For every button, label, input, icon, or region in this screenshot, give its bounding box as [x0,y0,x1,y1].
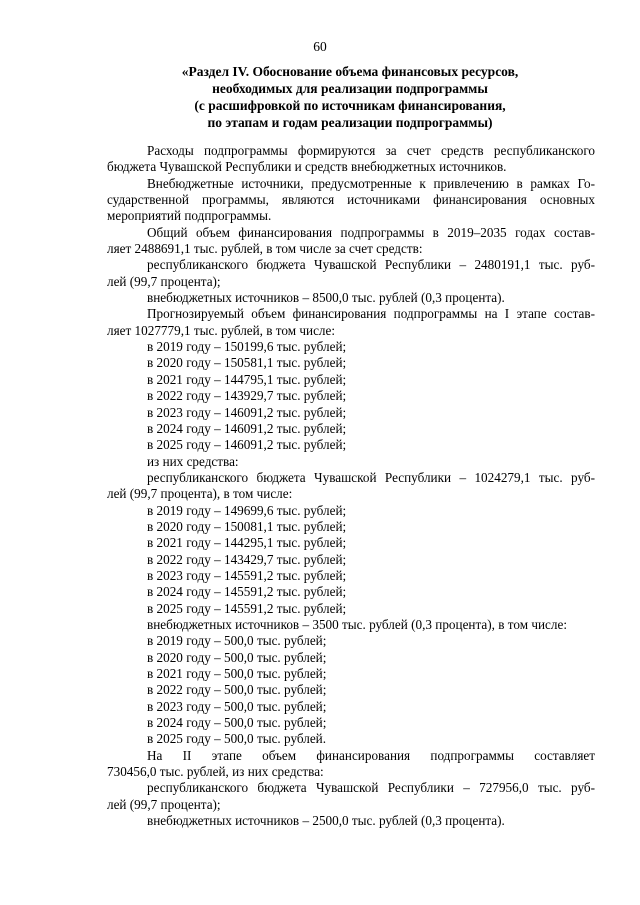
text-line: Общий объем финансирования подпрограммы в 2019–2035 годах состав- [147,224,595,240]
text-line: 730456,0 тыс. рублей, из них средства: [107,764,324,780]
text-line: в 2023 году – 146091,2 тыс. рублей; [147,404,347,420]
text-line: в 2019 году – 150199,6 тыс. рублей; [147,339,347,355]
text-line: мероприятий подпрограммы. [107,208,272,224]
heading-line: «Раздел IV. Обоснование объема финансовых ресурсов, [181,64,519,79]
text-line: сударственной программы, являются источниками финансирования основных [107,192,595,208]
text-line: внебюджетных источников – 3500 тыс. рублей (0,3 процента), в том числе: [147,616,567,632]
text-line: в 2022 году – 143929,7 тыс. рублей; [147,388,347,404]
text-line: из них средства: [147,453,239,469]
heading-line: необходимых для реализации подпрограммы [212,81,488,96]
text-line: республиканского бюджета Чувашской Республики – 1024279,1 тыс. руб- [147,469,595,485]
text-line: в 2019 году – 500,0 тыс. рублей; [147,633,327,649]
text-line: ляет 2488691,1 тыс. рублей, в том числе за счет средств: [107,241,423,257]
text-line: На II этапе объем финансирования подпрограммы составляет [147,747,595,763]
text-line: в 2024 году – 500,0 тыс. рублей; [147,715,327,731]
text-line: в 2020 году – 150581,1 тыс. рублей; [147,355,347,371]
text-line: бюджета Чувашской Республики и средств внебюджетных источников. [107,159,507,175]
text-line: в 2020 году – 500,0 тыс. рублей; [147,649,327,665]
text-line: в 2022 году – 143429,7 тыс. рублей; [147,551,347,567]
text-line: Внебюджетные источники, предусмотренные к привлечению в рамках Го- [147,175,595,191]
text-line: в 2021 году – 144795,1 тыс. рублей; [147,371,347,387]
text-line: в 2024 году – 146091,2 тыс. рублей; [147,420,347,436]
text-line: лей (99,7 процента), в том числе: [107,486,293,502]
body-text [107,143,595,829]
text-line: в 2020 году – 150081,1 тыс. рублей; [147,518,347,534]
text-line: в 2019 году – 149699,6 тыс. рублей; [147,502,347,518]
text-line: в 2025 году – 145591,2 тыс. рублей; [147,600,347,616]
text-line: лей (99,7 процента); [107,796,221,812]
text-line: в 2021 году – 144295,1 тыс. рублей; [147,535,347,551]
text-line: в 2023 году – 145591,2 тыс. рублей; [147,567,347,583]
text-line: Расходы подпрограммы формируются за счет средств республиканского [147,143,595,158]
text-line: в 2025 году – 146091,2 тыс. рублей; [147,437,347,453]
text-line: внебюджетных источников – 2500,0 тыс. рублей (0,3 процента). [147,813,505,829]
heading-line: (с расшифровкой по источникам финансирования, [194,98,506,113]
text-line: ляет 1027779,1 тыс. рублей, в том числе: [107,322,336,338]
text-line: в 2021 году – 500,0 тыс. рублей; [147,666,327,681]
text-line: Прогнозируемый объем финансирования подпрограммы на I этапе состав- [147,306,595,322]
section-heading [100,63,600,131]
text-line: в 2024 году – 145591,2 тыс. рублей; [147,584,347,600]
text-line: лей (99,7 процента); [107,273,221,289]
text-line: в 2025 году – 500,0 тыс. рублей. [147,731,327,747]
page-number: 60 [313,39,327,54]
text-line: внебюджетных источников – 8500,0 тыс. рублей (0,3 процента). [147,290,505,306]
text-line: в 2023 году – 500,0 тыс. рублей; [147,698,327,714]
text-line: республиканского бюджета Чувашской Республики – 2480191,1 тыс. руб- [147,257,595,273]
heading-line: по этапам и годам реализации подпрограммы) [207,115,493,130]
text-line: республиканского бюджета Чувашской Республики – 727956,0 тыс. руб- [147,780,595,796]
text-line: в 2022 году – 500,0 тыс. рублей; [147,682,327,698]
